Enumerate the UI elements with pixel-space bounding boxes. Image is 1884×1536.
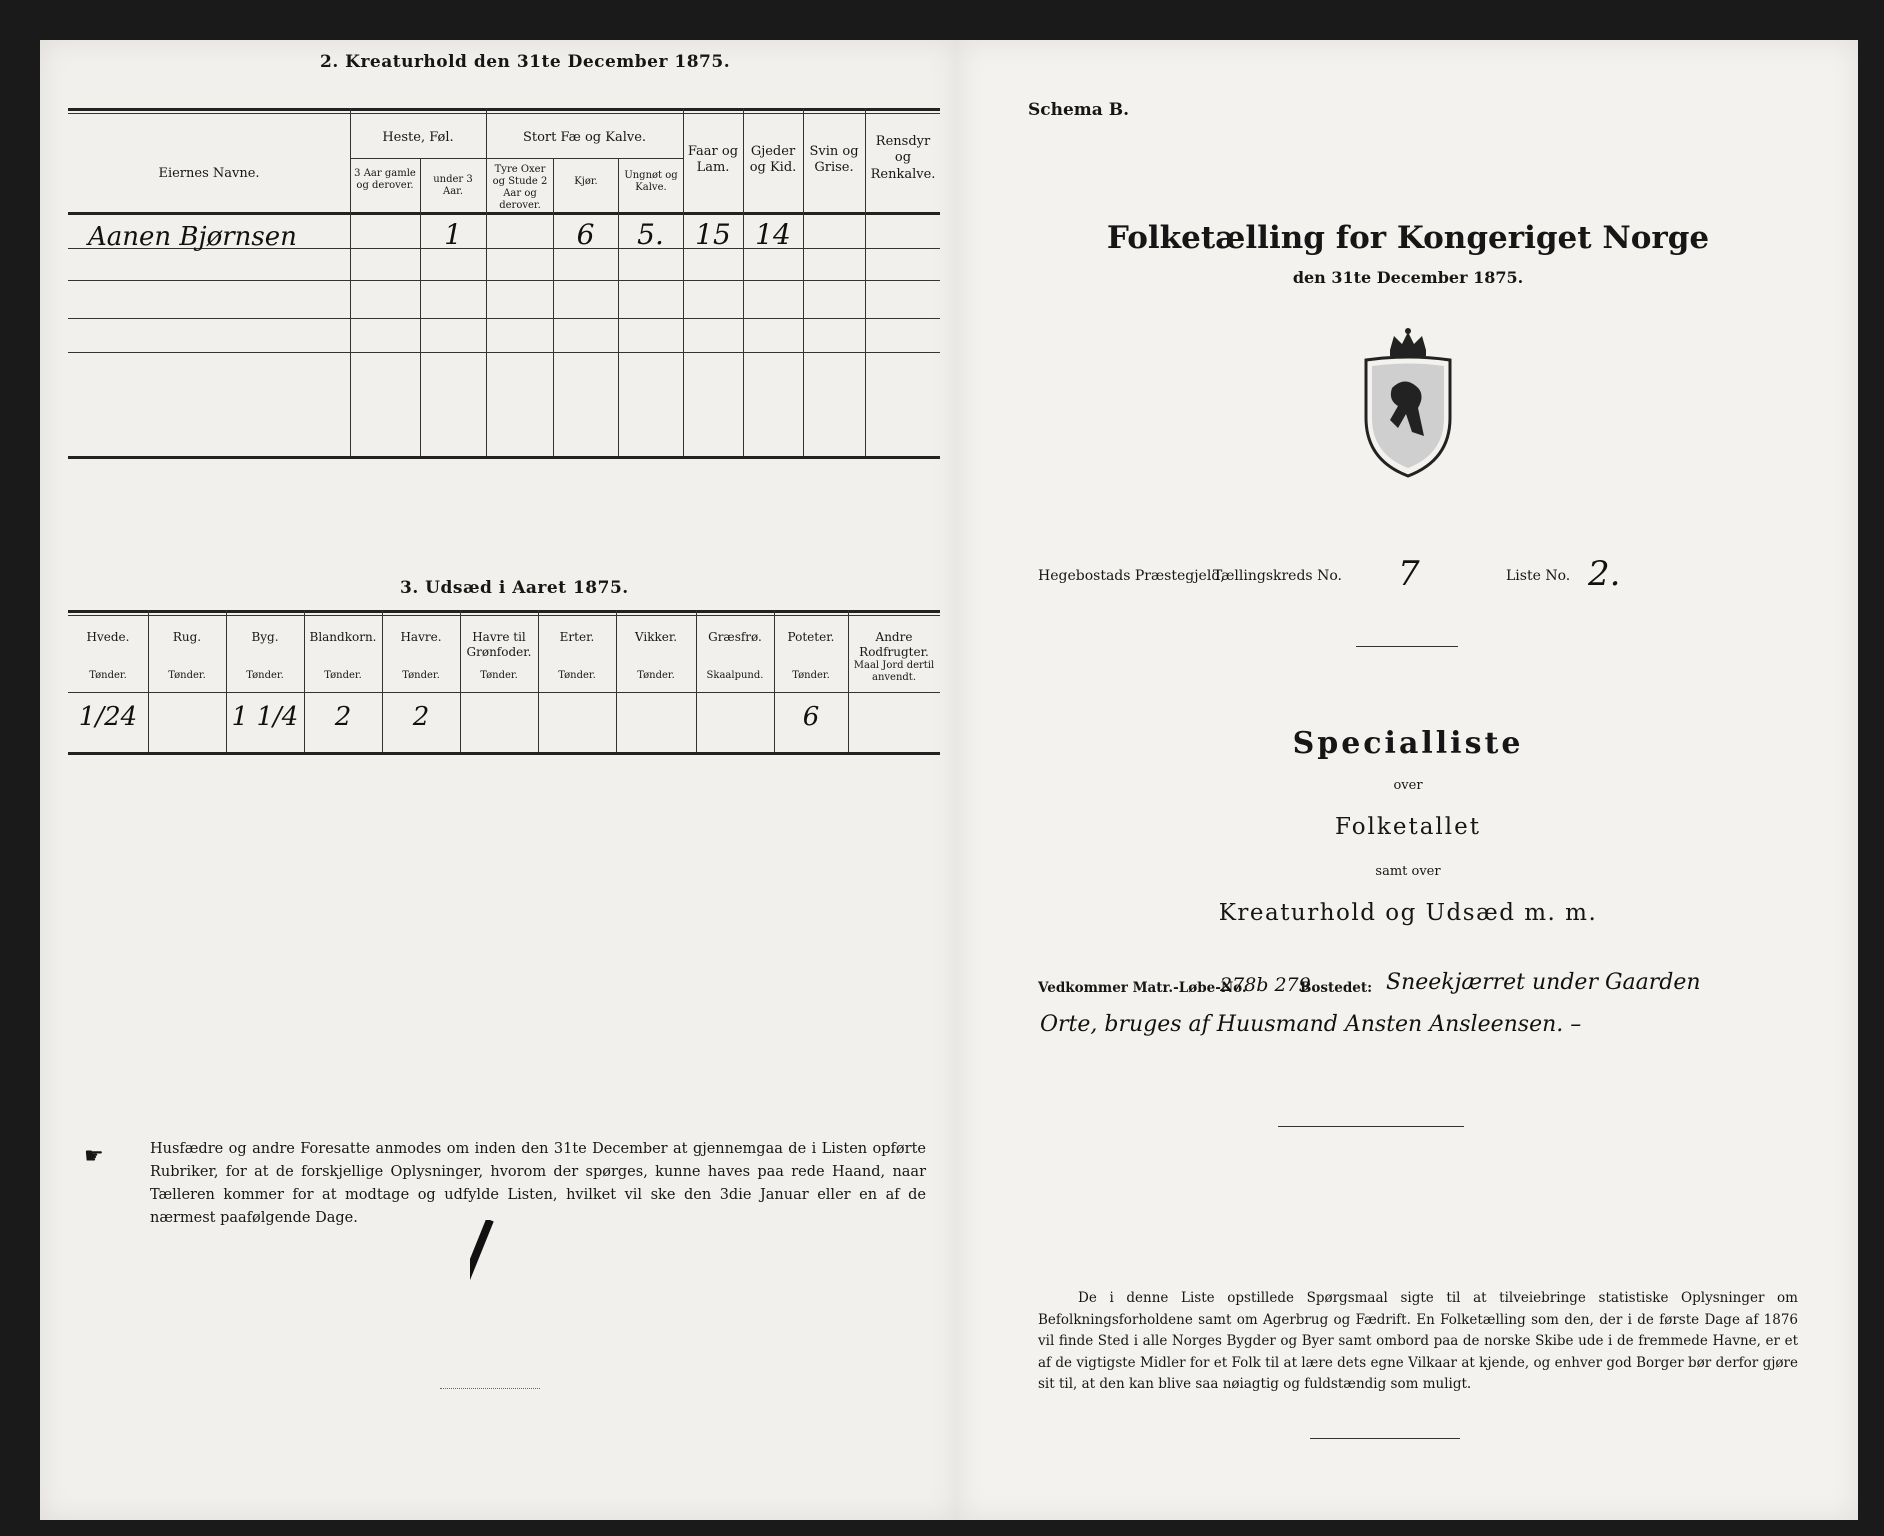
- header-pigs: Svin og Grise.: [809, 144, 859, 176]
- goats-entry: 14: [755, 218, 791, 251]
- sowing-header: Poteter.: [787, 630, 835, 644]
- section2-title: 2. Kreaturhold den 31te December 1875.: [320, 52, 731, 72]
- divider-2: [1278, 1126, 1464, 1127]
- sowing-table: [68, 610, 940, 756]
- matr-number: 278b 279.: [1220, 974, 1317, 996]
- header-cattle-cows: Kjør.: [574, 176, 598, 187]
- header-goats: Gjeder og Kid.: [749, 144, 797, 176]
- header-horses: Heste, Føl.: [382, 130, 454, 145]
- sowing-unit: Tønder.: [637, 670, 675, 681]
- bottom-dash: [440, 1388, 540, 1389]
- young-cattle-entry: 5.: [637, 218, 664, 251]
- sowing-unit: Tønder.: [558, 670, 596, 681]
- header-owner: Eiernes Navne.: [158, 166, 260, 181]
- header-reindeer: Rensdyr og Renkalve.: [870, 134, 936, 182]
- pointing-hand-icon: ☛: [84, 1144, 104, 1169]
- census-title: Folketælling for Kongeriget Norge: [1106, 220, 1710, 256]
- over-text: over: [1393, 778, 1423, 793]
- header-horses-old: 3 Aar gamle og derover.: [354, 168, 416, 191]
- folketallet-text: Folketallet: [1335, 814, 1481, 840]
- header-sheep: Faar og Lam.: [687, 144, 739, 176]
- header-cattle: Stort Fæ og Kalve.: [522, 130, 647, 145]
- coat-of-arms-icon: [1360, 328, 1456, 478]
- special-list-title: Specialliste: [1292, 726, 1524, 761]
- intro-text: De i denne Liste opstillede Spørgsmaal sigte til at tilveiebringe statistiske Oplysninger om Befolkningsforholdene samt om Agerbrug og Fædrift. En Folketælling som den, der i de første Dage af 1876 vil finde Sted i alle Norges Bygder og Byer samt ombord paa de norske Skibe ude i de fremmede Havne, er et af de vigtigste Midler for et Folk til at lære dets egne Vilkaar at kjende, og enhver god Borger bør derfor gjøre sit til, at den kan blive saa nøiagtig og fuldstændig som muligt.: [1038, 1290, 1798, 1392]
- right-page: [958, 40, 1858, 1520]
- left-page: [40, 40, 958, 1520]
- livestock-table: [68, 108, 940, 458]
- bosted-label: Bostedet:: [1300, 980, 1373, 996]
- sowing-unit: Tønder.: [89, 670, 127, 681]
- notice-text: Husfædre og andre Foresatte anmodes om inden den 31te December at gjennemgaa de i Listen opførte Rubriker, for at de forskjellige Oplysninger, hvorom der spørges, kunne haves paa rede Haand, naar Tælleren kommer for at modtage og udfylde Listen, hvilket vil ske den 3die Januar eller en af de nærmest paafølgende Dage.: [150, 1141, 926, 1226]
- sowing-header: Vikker.: [634, 630, 678, 644]
- parish-label: Hegebostads Præstegjeld,: [1038, 568, 1225, 584]
- sowing-header: Andre Rodfrugter.: [859, 630, 929, 659]
- header-cattle-young: Ungnøt og Kalve.: [624, 170, 678, 193]
- census-date: den 31te December 1875.: [1292, 268, 1524, 287]
- bosted-line1: Sneekjærret under Gaarden: [1386, 970, 1701, 995]
- sowing-header: Græsfrø.: [708, 630, 762, 644]
- sowing-header: Hvede.: [86, 630, 130, 644]
- sowing-header: Erter.: [559, 630, 595, 644]
- district-number: 7: [1398, 554, 1420, 594]
- sowing-unit: Skaalpund.: [706, 670, 764, 681]
- list-number: 2.: [1588, 554, 1621, 594]
- sowing-unit: Maal Jord dertil anvendt.: [853, 660, 935, 683]
- sowing-unit: Tønder.: [792, 670, 830, 681]
- sowing-unit: Tønder.: [168, 670, 206, 681]
- cows-entry: 6: [576, 218, 595, 251]
- sowing-header: Byg.: [251, 630, 279, 644]
- sowing-header: Rug.: [172, 630, 202, 644]
- sowing-value: 1/24: [78, 702, 138, 732]
- matr-label: Vedkommer Matr.-Løbe-No.: [1038, 980, 1247, 996]
- section3-title: 3. Udsæd i Aaret 1875.: [400, 578, 629, 598]
- sheep-entry: 15: [695, 218, 731, 251]
- owner-name-entry: Aanen Bjørnsen: [88, 222, 297, 252]
- sowing-value: 1 1/4: [231, 702, 299, 732]
- sowing-header: Blandkorn.: [309, 630, 377, 644]
- list-label: Liste No.: [1506, 568, 1571, 584]
- horses-young-entry: 1: [444, 218, 462, 251]
- sowing-unit: Tønder.: [246, 670, 284, 681]
- header-horses-young: under 3 Aar.: [433, 174, 473, 197]
- bosted-line2: Orte, bruges af Huusmand Ansten Ansleensen. –: [1040, 1012, 1582, 1037]
- sowing-unit: Tønder.: [402, 670, 440, 681]
- divider-1: [1356, 646, 1458, 647]
- pen-illustration: [470, 1220, 510, 1520]
- sowing-header: Havre til Grønfoder.: [466, 630, 532, 659]
- schema-label: Schema B.: [1028, 100, 1130, 120]
- sowing-header: Havre.: [400, 630, 442, 644]
- divider-3: [1310, 1438, 1460, 1439]
- kreaturhold-text: Kreaturhold og Udsæd m. m.: [1218, 900, 1598, 926]
- header-cattle-bulls: Tyre Oxer og Stude 2 Aar og derover.: [492, 164, 548, 211]
- sowing-value: 6: [802, 702, 820, 732]
- district-label: Tællingskreds No.: [1213, 568, 1342, 584]
- samt-over-text: samt over: [1375, 864, 1441, 879]
- sowing-value: 2: [334, 702, 352, 732]
- sowing-value: 2: [412, 702, 430, 732]
- sowing-unit: Tønder.: [324, 670, 362, 681]
- sowing-unit: Tønder.: [480, 670, 518, 681]
